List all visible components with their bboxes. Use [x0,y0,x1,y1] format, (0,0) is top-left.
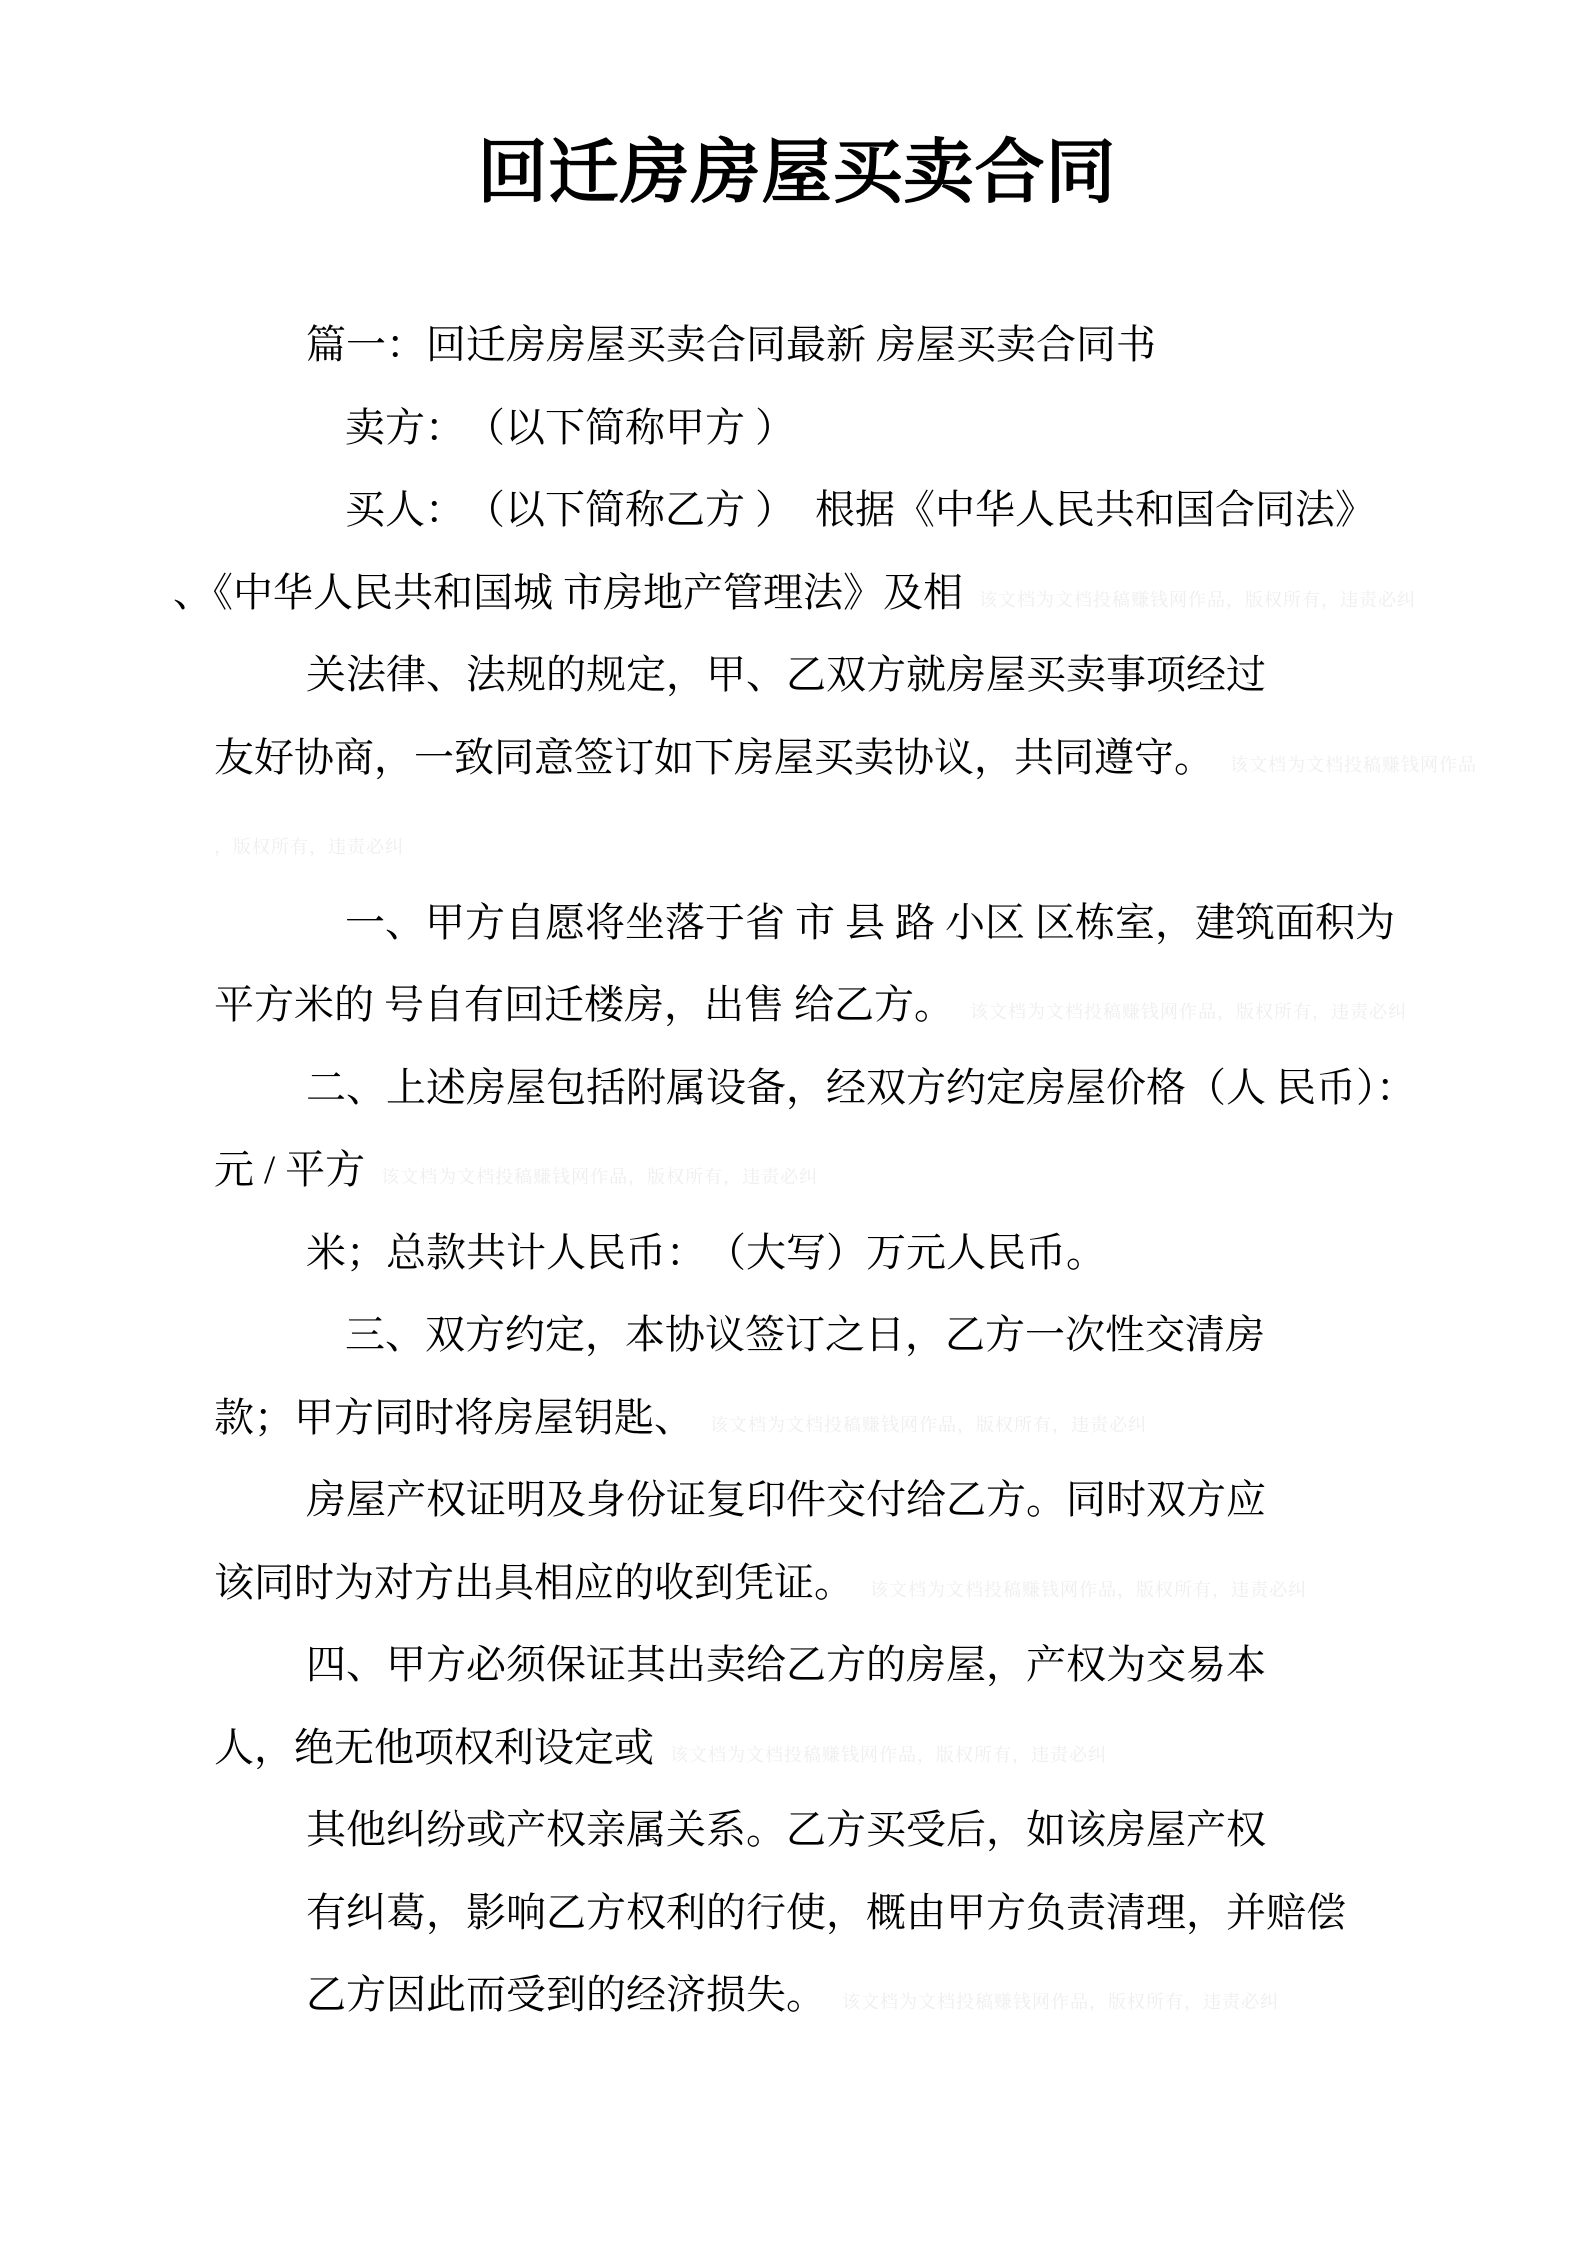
contract-line [0,1707,1594,1790]
watermark-text: 该文档为文档投稿赚钱网作品 [1230,754,1477,776]
contract-line [0,1624,1594,1707]
watermark-text: 该文档为文档投稿赚钱网作品，版权所有，违责必纠 [842,1992,1279,2013]
line-text: 平方米的 号自有回迁楼房，出售 给乙方。 [214,982,954,1027]
watermark-text: 该文档为文档投稿赚钱网作品，版权所有，违责必纠 [670,1744,1107,1766]
contract-line [0,717,1594,800]
contract-line [0,799,1594,882]
contract-line [0,387,1594,470]
line-text: 篇一：回迁房房屋买卖合同最新 房屋买卖合同书 [306,322,1156,367]
line-text: 乙方因此而受到的经济损失。 [306,1972,826,2017]
line-text: 有纠葛，影响乙方权利的行使，概由甲方负责清理，并赔偿 [306,1889,1346,1935]
contract-line [0,882,1594,965]
contract-line [0,1542,1594,1625]
line-text: 卖方： （以下简称甲方 ） [345,404,795,450]
line-text: 该同时为对方出具相应的收到凭证。 [214,1559,854,1605]
contract-line [0,1459,1594,1542]
line-text: 米；总款共计人民币： （大写）万元人民币。 [306,1229,1106,1275]
contract-line [0,469,1594,552]
contract-line [0,1129,1594,1212]
line-text: 二、上述房屋包括附属设备，经双方约定房屋价格（人 民币）： [306,1064,1416,1110]
contract-line [0,1789,1594,1872]
line-text: 房屋产权证明及身份证复印件交付给乙方。同时双方应 [306,1477,1266,1522]
line-text: 三、双方约定，本协议签订之日，乙方一次性交清房 [345,1312,1265,1357]
contract-line [0,1047,1594,1130]
contract-line [0,1377,1594,1460]
contract-line [0,1212,1594,1295]
line-text: 、《中华人民共和国城 市房地产管理法》及相 [173,569,963,615]
watermark-text: 该文档为文档投稿赚钱网作品，版权所有，违责必纠 [870,1579,1307,1601]
contract-line [0,552,1594,635]
contract-line [0,304,1594,387]
line-text: 关法律、法规的规定，甲、乙双方就房屋买卖事项经过 [306,652,1266,697]
line-text: 人，绝无他项权利设定或 [214,1724,654,1770]
line-text: 一、甲方自愿将坐落于省 市 县 路 小区 区栋室，建筑面积为 [345,899,1395,945]
contract-line [0,1872,1594,1955]
contract-line [0,1294,1594,1377]
contract-line [0,1954,1594,2037]
line-text: 买人： （以下简称乙方 ） 根据《中华人民共和国合同法》 [345,487,1375,532]
line-text: 四、甲方必须保证其出卖给乙方的房屋，产权为交易本 [306,1642,1266,1687]
line-text: 其他纠纷或产权亲属关系。乙方买受后，如该房屋产权 [306,1807,1266,1852]
watermark-text: 该文档为文档投稿赚钱网作品，版权所有，违责必纠 [381,1167,819,1188]
line-text: 元 / 平方 [214,1147,366,1192]
watermark-text: 该文档为文档投稿赚钱网作品，版权所有，违责必纠 [979,589,1416,611]
watermark-text: 该文档为文档投稿赚钱网作品，版权所有，违责必纠 [710,1414,1147,1436]
watermark-text: ，版权所有，违责必纠 [214,837,404,858]
document-body [0,304,1594,2037]
contract-line [0,634,1594,717]
contract-line [0,964,1594,1047]
document-title: 回迁房房屋买卖合同 [477,131,1117,213]
watermark-text: 该文档为文档投稿赚钱网作品，版权所有，违责必纠 [970,1002,1407,1023]
line-text: 友好协商，一致同意签订如下房屋买卖协议，共同遵守。 [214,734,1214,780]
line-text: 款；甲方同时将房屋钥匙、 [214,1394,694,1440]
